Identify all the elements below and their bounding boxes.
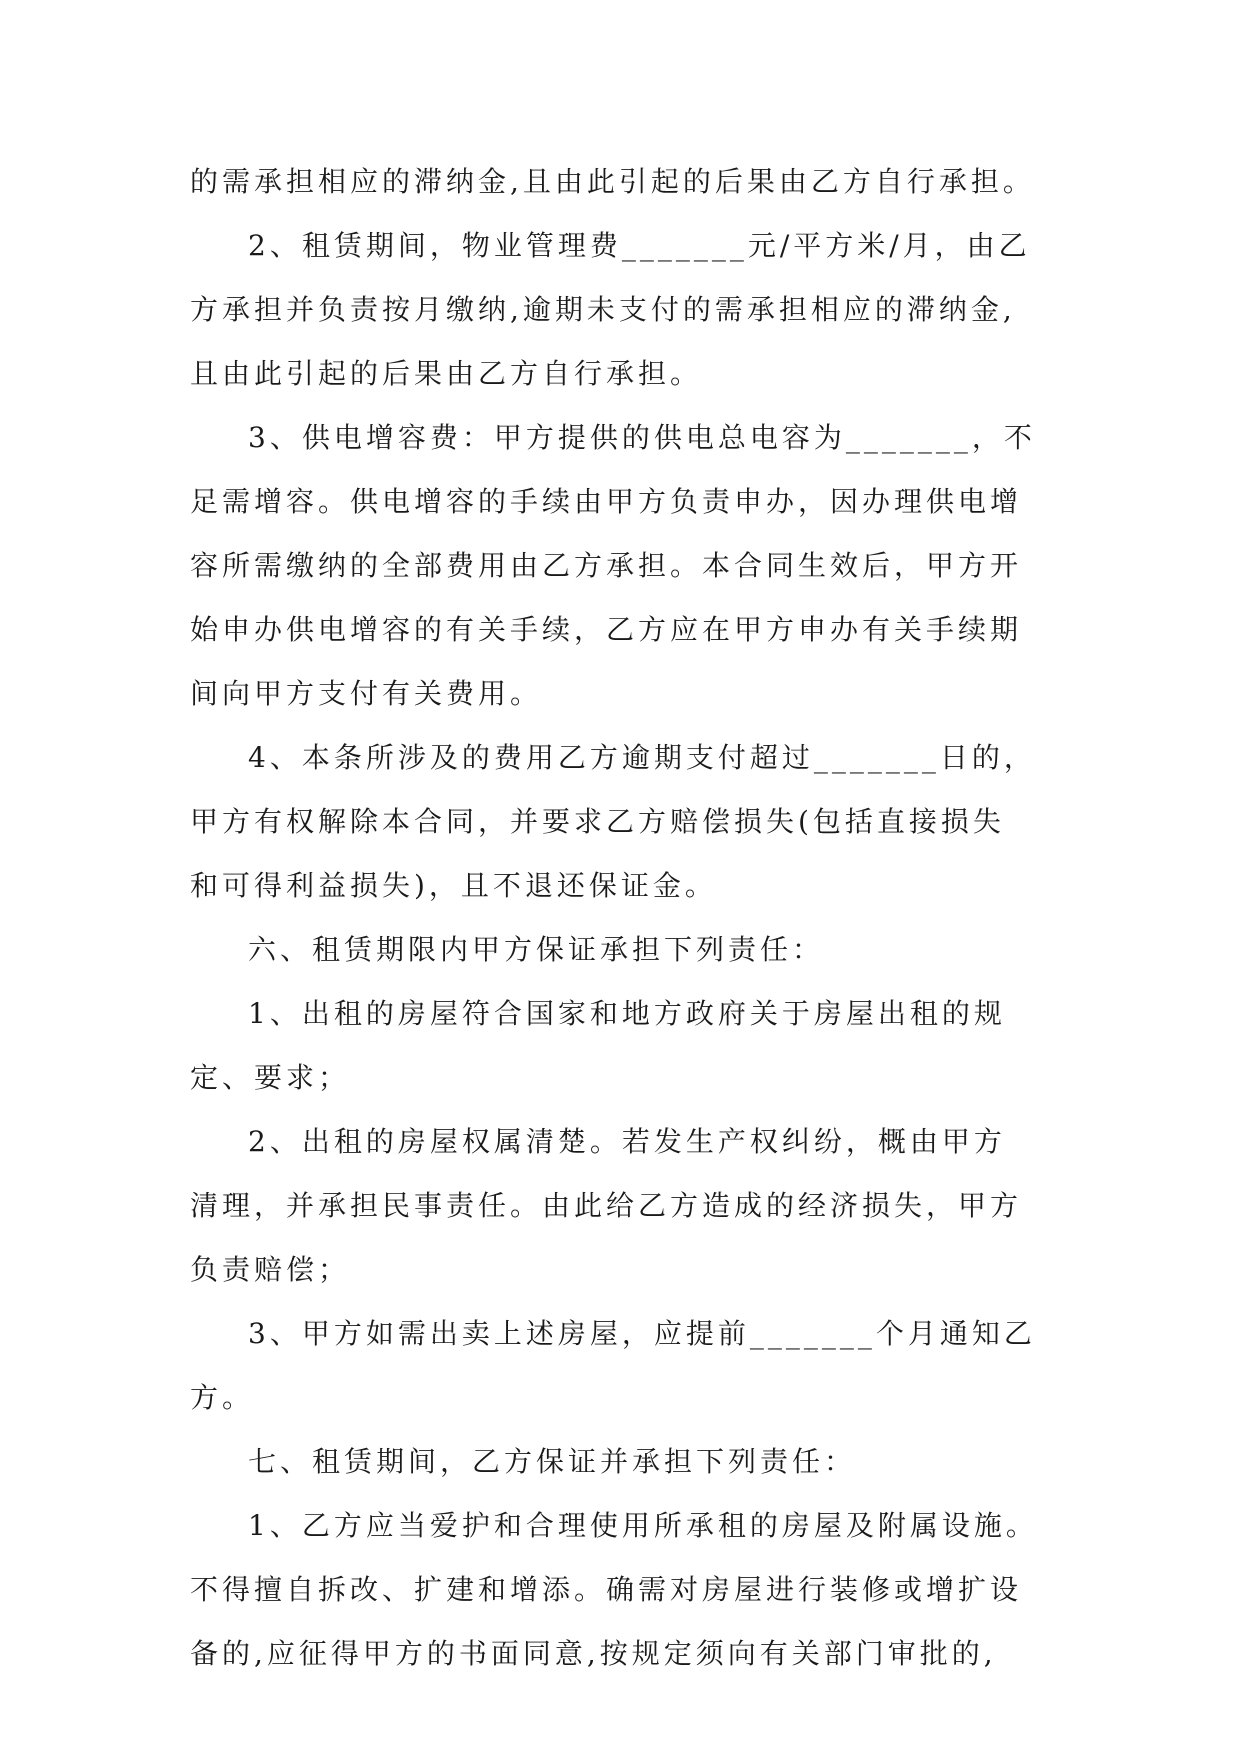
text-line: 定、要求； bbox=[190, 1061, 351, 1094]
text-line: 备的,应征得甲方的书面同意,按规定须向有关部门审批的, bbox=[190, 1637, 997, 1670]
text-line: 始申办供电增容的有关手续，乙方应在甲方申办有关手续期 bbox=[190, 613, 1023, 646]
text-line: 容所需缴纳的全部费用由乙方承担。本合同生效后，甲方开 bbox=[190, 549, 1023, 582]
text-line: 2、租赁期间，物业管理费_______元/平方米/月，由乙 bbox=[248, 229, 1031, 262]
text-line: 清理，并承担民事责任。由此给乙方造成的经济损失，甲方 bbox=[190, 1189, 1023, 1222]
text-line: 方。 bbox=[190, 1381, 255, 1414]
text-line: 1、出租的房屋符合国家和地方政府关于房屋出租的规 bbox=[248, 997, 1006, 1030]
text-line: 甲方有权解除本合同，并要求乙方赔偿损失(包括直接损失 bbox=[190, 805, 1005, 838]
text-line: 足需增容。供电增容的手续由甲方负责申办，因办理供电增 bbox=[190, 485, 1023, 518]
text-line: 和可得利益损失)，且不退还保证金。 bbox=[190, 869, 717, 902]
text-line: 负责赔偿； bbox=[190, 1253, 351, 1286]
text-line: 不得擅自拆改、扩建和增添。确需对房屋进行装修或增扩设 bbox=[190, 1573, 1023, 1606]
text-line: 间向甲方支付有关费用。 bbox=[190, 677, 543, 710]
text-line: 1、乙方应当爱护和合理使用所承租的房屋及附属设施。 bbox=[248, 1509, 1038, 1542]
text-line: 方承担并负责按月缴纳,逾期未支付的需承担相应的滞纳金, bbox=[190, 293, 1016, 326]
document-body bbox=[190, 162, 1090, 1698]
text-line: 六、租赁期限内甲方保证承担下列责任： bbox=[248, 933, 825, 966]
text-line: 2、出租的房屋权属清楚。若发生产权纠纷，概由甲方 bbox=[248, 1125, 1006, 1158]
text-line: 3、甲方如需出卖上述房屋，应提前_______个月通知乙 bbox=[248, 1317, 1036, 1350]
text-line: 的需承担相应的滞纳金,且由此引起的后果由乙方自行承担。 bbox=[190, 165, 1035, 198]
text-line: 3、供电增容费：甲方提供的供电总电容为_______，不 bbox=[248, 421, 1036, 454]
text-line: 七、租赁期间，乙方保证并承担下列责任： bbox=[248, 1445, 857, 1478]
text-line: 4、本条所涉及的费用乙方逾期支付超过_______日的， bbox=[248, 741, 1036, 774]
text-line: 且由此引起的后果由乙方自行承担。 bbox=[190, 357, 703, 390]
